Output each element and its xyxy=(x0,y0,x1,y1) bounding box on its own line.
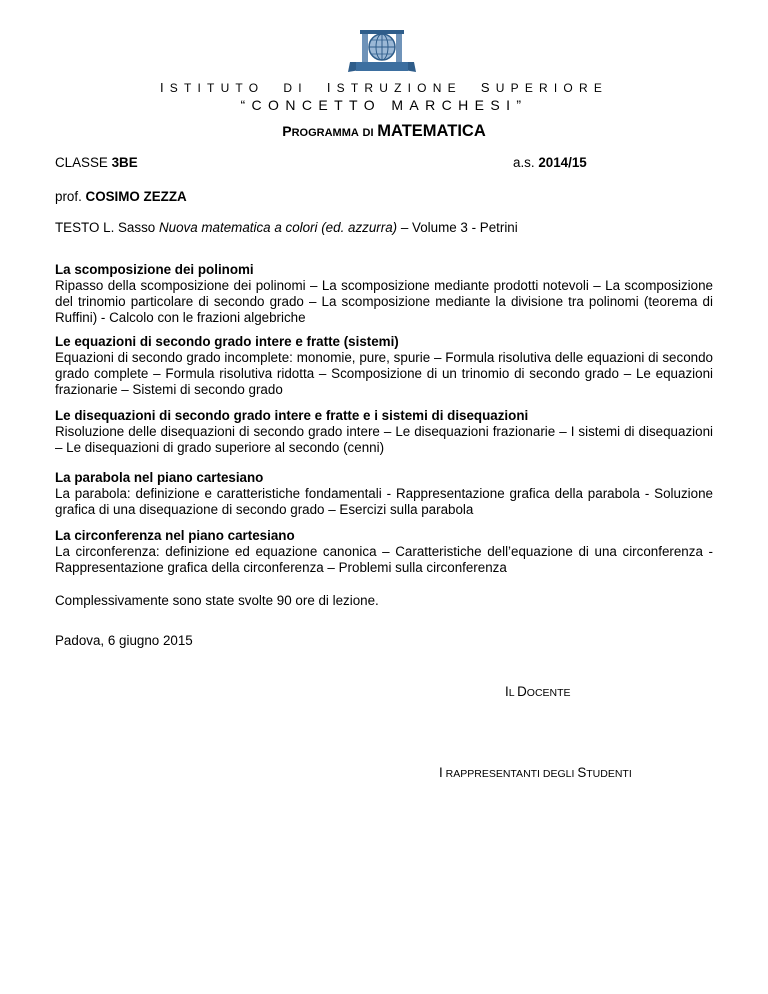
anno-scolastico xyxy=(513,155,587,171)
school-word-cap: I xyxy=(159,80,170,95)
title-cap: P xyxy=(282,123,292,139)
section-title: La scomposizione dei polinomi xyxy=(55,262,254,277)
testo-line xyxy=(55,220,518,236)
section-body: Risoluzione delle disequazioni di secondo grado intere – Le disequazioni frazionarie – I sistemi di disequazioni – Le disequazioni di grado superiore al secondo (cenni) xyxy=(55,424,713,455)
page-title xyxy=(0,121,768,143)
section-scomposizione xyxy=(55,262,713,326)
as-value: 2014/15 xyxy=(538,155,587,170)
title-subject: MATEMATICA xyxy=(377,122,486,140)
title-di: DI xyxy=(362,127,374,139)
section-title: Le equazioni di secondo grado intere e fratte (sistemi) xyxy=(55,334,399,349)
section-equazioni xyxy=(55,334,713,398)
school-word-rest: STRUZIONE xyxy=(336,81,462,95)
section-body: La circonferenza: definizione ed equazione canonica – Caratteristiche dell’equazione di una circonferenza - Rappresentazione grafica della circonferenza – Problemi sulla circonferenza xyxy=(55,544,713,575)
sig-rest: OCENTE xyxy=(526,687,571,699)
testo-label: TESTO L. Sasso xyxy=(55,220,156,235)
section-disequazioni xyxy=(55,408,713,456)
globe-arch-logo-icon xyxy=(346,28,418,76)
signature-docente xyxy=(505,684,571,701)
classe-value: 3BE xyxy=(111,155,138,170)
prof-label: prof. xyxy=(55,189,82,204)
sig-rest: TUDENTI xyxy=(586,768,632,780)
title-rest: ROGRAMMA xyxy=(291,127,359,139)
sig-cap: I xyxy=(439,765,443,780)
place-date: Padova, 6 giugno 2015 xyxy=(55,633,193,648)
signature-rappresentanti xyxy=(439,765,632,782)
sig-rest: RAPPRESENTANTI DEGLI xyxy=(445,768,575,780)
as-label: a.s. xyxy=(513,155,535,170)
section-body: La parabola: definizione e caratteristiche fondamentali - Rappresentazione grafica della parabola - Soluzione grafica di una disequazione di secondo grado – Esercizi sulla parabola xyxy=(55,486,713,517)
school-name-line2: “CONCETTO MARCHESI” xyxy=(240,97,528,113)
sig-cap: I xyxy=(505,684,509,699)
testo-rest: – Volume 3 - Petrini xyxy=(400,220,518,235)
section-title: La parabola nel piano cartesiano xyxy=(55,470,264,485)
section-parabola xyxy=(55,470,713,518)
school-word-rest: STITUTO xyxy=(169,81,265,95)
school-name-line1 xyxy=(0,80,768,96)
section-body: Equazioni di secondo grado incomplete: monomie, pure, spurie – Formula risolutiva delle equazioni di secondo grado complete – Formula risolutiva ridotta – Scomposizione di un trinomio di secondo grado – Le equazioni frazionarie – Sistemi di secondo grado xyxy=(55,350,713,397)
school-word-rest: UPERIORE xyxy=(495,81,609,95)
section-title: Le disequazioni di secondo grado intere e fratte e i sistemi di disequazioni xyxy=(55,408,529,423)
classe-line xyxy=(55,155,138,171)
sig-cap: S xyxy=(577,765,587,780)
summary-text: Complessivamente sono state svolte 90 ore di lezione. xyxy=(55,593,379,608)
section-body: Ripasso della scomposizione dei polinomi – La scomposizione mediante prodotti notevoli – La scomposizione del trinomio particolare di secondo grado – La scomposizione mediante la divisione tra polinomi (teorema di Ruffini) - Calcolo con le frazioni algebriche xyxy=(55,278,713,325)
prof-value: COSIMO ZEZZA xyxy=(85,189,187,204)
school-word-rest: DI xyxy=(283,81,308,95)
prof-line xyxy=(55,189,187,205)
section-circonferenza xyxy=(55,528,713,576)
classe-label: CLASSE xyxy=(55,155,108,170)
section-title: La circonferenza nel piano cartesiano xyxy=(55,528,295,543)
school-word-cap: S xyxy=(480,80,496,95)
testo-title: Nuova matematica a colori (ed. azzurra) xyxy=(158,220,398,235)
sig-cap: D xyxy=(517,684,527,699)
school-word-cap: I xyxy=(326,80,337,95)
sig-rest: L xyxy=(508,687,515,699)
